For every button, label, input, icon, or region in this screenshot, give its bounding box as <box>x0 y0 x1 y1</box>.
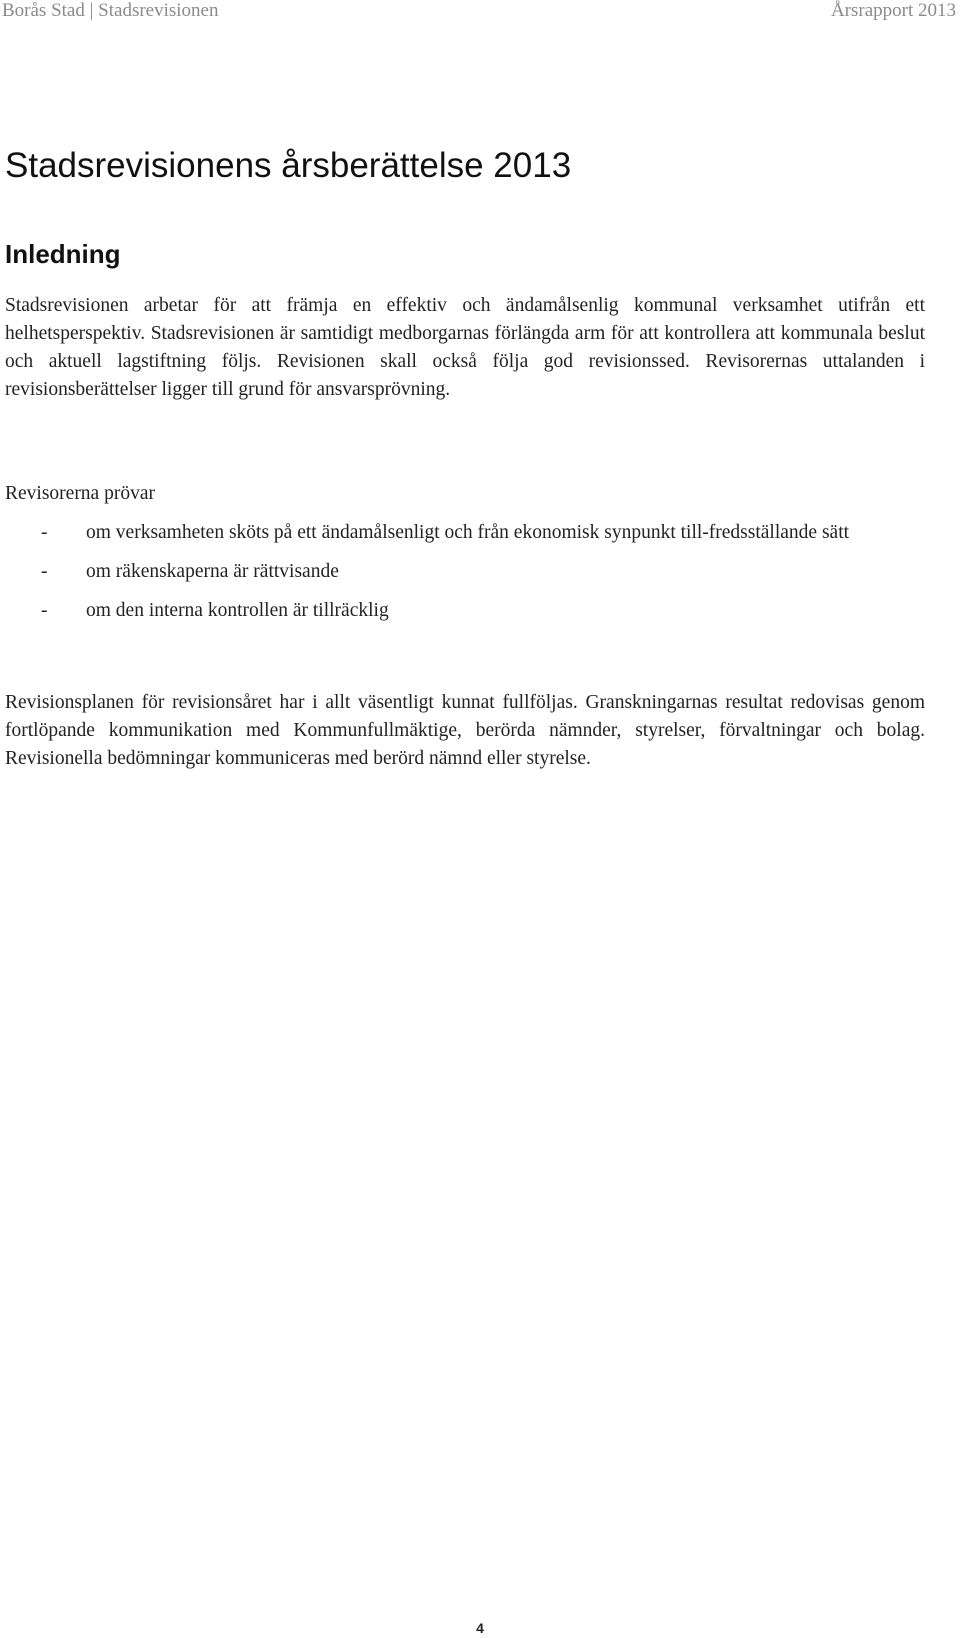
page-number-text: 4 <box>476 1620 484 1636</box>
header-left <box>2 0 219 22</box>
intro-paragraph: Stadsrevisionen arbetar för att främja en effektiv och ändamålsenlig kommunal verksamhet utifrån ett helhetsperspektiv. Stadsrevisionen är samtidigt medborgarnas förlängda arm för att kontrollera att kommunala beslut och aktuell lagstiftning följs. Revisionen skall också följa god revisionssed. Revisorernas uttalanden i revisionsberättelser ligger till grund för ansvarsprövning. <box>5 295 925 400</box>
page-header <box>0 0 960 24</box>
list-dash: - <box>41 522 48 543</box>
list-item <box>5 558 925 586</box>
section-heading: Inledning <box>5 239 121 269</box>
header-unit: Stadsrevisionen <box>98 0 219 21</box>
page-number <box>0 1620 960 1636</box>
page-title: Stadsrevisionens årsberättelse 2013 <box>5 146 572 185</box>
header-report-name: Årsrapport 2013 <box>830 0 956 21</box>
review-criteria-list <box>5 519 925 636</box>
header-organization: Borås Stad <box>2 0 85 21</box>
list-dash: - <box>41 561 48 582</box>
closing-paragraph: Revisionsplanen för revisionsåret har i allt väsentligt kunnat fullföljas. Granskningarnas resultat redovisas genom fortlöpande kommunikation med Kommunfullmäktige, berörda nämnder, styrelser, förvaltningar och bolag. Revisionella bedömningar kommuniceras med berörd nämnd eller styrelse. <box>5 692 925 769</box>
list-item-text: om den interna kontrollen är tillräcklig <box>86 600 389 621</box>
list-item-text: om verksamheten sköts på ett ändamålsenligt och från ekonomisk synpunkt till-fredsställande sätt <box>86 522 850 543</box>
list-dash: - <box>41 600 48 621</box>
header-separator: | <box>89 0 94 21</box>
list-item <box>5 597 925 625</box>
list-item-text: om räkenskaperna är rättvisande <box>86 561 339 582</box>
list-intro-paragraph: Revisorerna prövar <box>5 483 155 504</box>
list-item <box>5 519 925 547</box>
